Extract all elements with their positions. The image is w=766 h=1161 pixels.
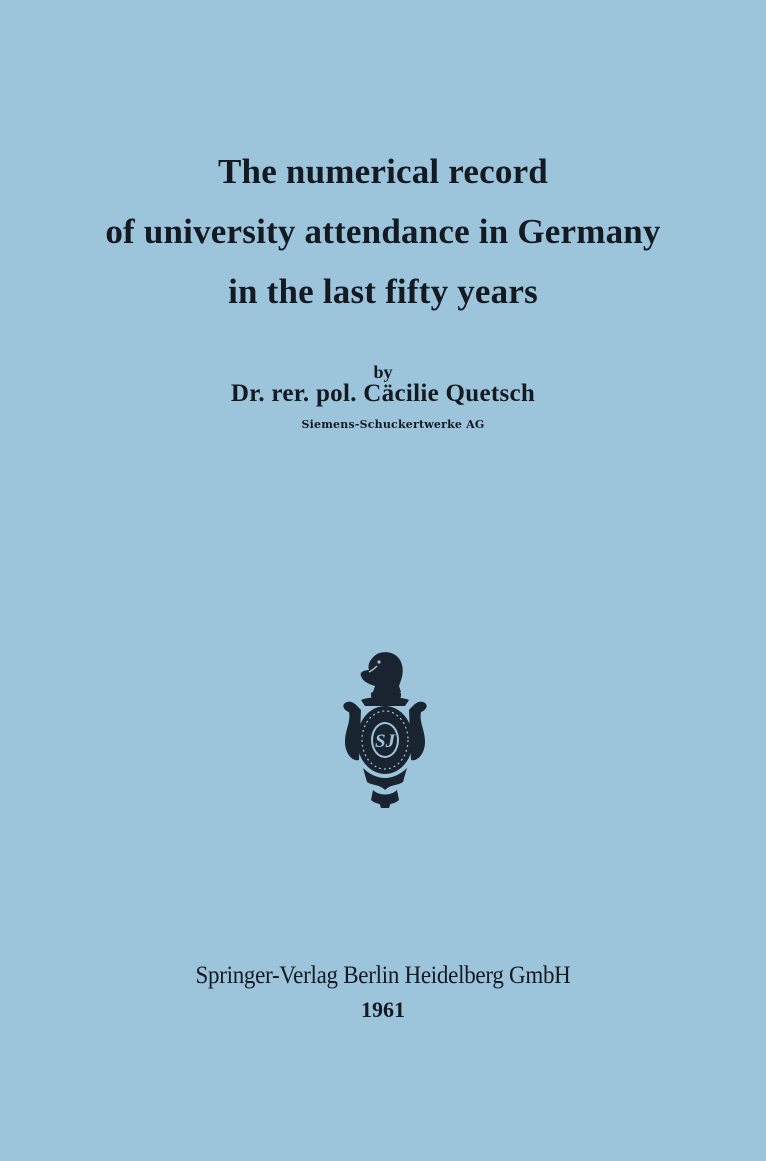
book-title — [0, 142, 766, 322]
publication-year: 1961 — [361, 997, 405, 1022]
author-name: Dr. rer. pol. Cäcilie Quetsch — [230, 380, 536, 407]
author-affiliation: Siemens-Schuckertwerke AG — [301, 418, 485, 431]
springer-knight-emblem-icon — [339, 650, 431, 810]
svg-text:SJ: SJ — [374, 731, 396, 752]
title-line-1: The numerical record — [218, 152, 548, 191]
title-line-2: of university attendance in Germany — [105, 212, 661, 251]
publisher-name: Springer-Verlag Berlin Heidelberg GmbH — [195, 962, 571, 989]
byline: by — [373, 362, 393, 382]
title-line-3: in the last fifty years — [228, 272, 538, 311]
